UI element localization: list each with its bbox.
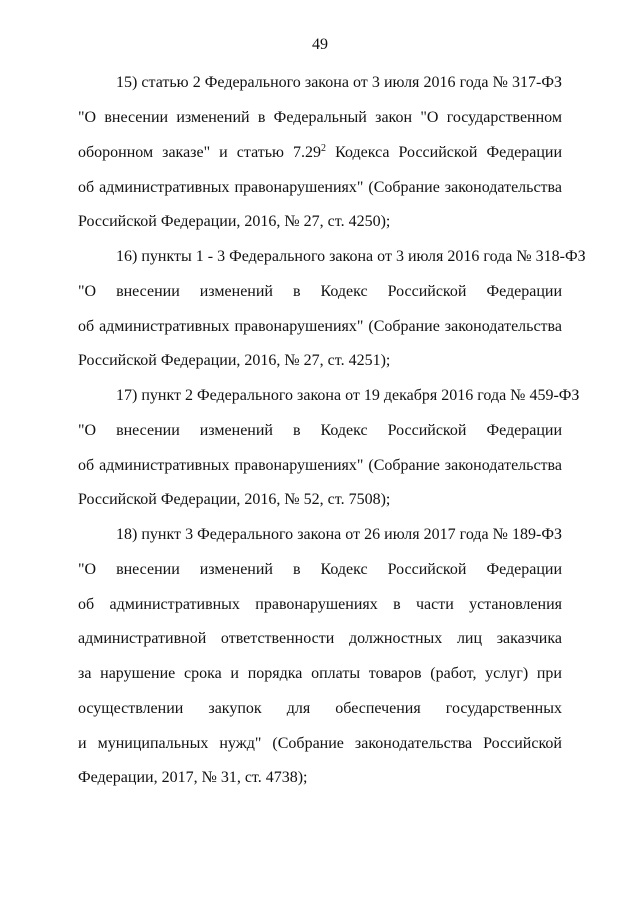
item-18-line-3: об административных правонарушениях в части установления [78, 596, 562, 613]
item-18-line-5: за нарушение срока и порядка оплаты товаров (работ, услуг) при [78, 665, 562, 682]
item-17-line-4: Российской Федерации, 2016, № 52, ст. 7508); [78, 491, 391, 508]
item-15-line-3-tail: Кодекса Российской Федерации [326, 144, 563, 161]
item-18-line-2: "О внесении изменений в Кодекс Российской Федерации [78, 561, 562, 578]
item-16-line-3: об административных правонарушениях" (Собрание законодательства [78, 318, 562, 335]
item-18-line-7: и муниципальных нужд" (Собрание законодательства Российской [78, 735, 562, 752]
item-18-line-6: осуществлении закупок для обеспечения государственных [78, 700, 562, 717]
item-15-line-4: об административных правонарушениях" (Собрание законодательства [78, 179, 562, 196]
item-16-line-2: "О внесении изменений в Кодекс Российской Федерации [78, 283, 562, 300]
item-15-line-1: 15) статью 2 Федерального закона от 3 июля 2016 года № 317-ФЗ [116, 74, 562, 91]
item-16-line-1: 16) пункты 1 - 3 Федерального закона от 3 июля 2016 года № 318-ФЗ [116, 248, 586, 265]
page-number: 49 [312, 36, 328, 53]
item-15-line-5: Российской Федерации, 2016, № 27, ст. 4250); [78, 213, 391, 230]
item-17-line-2: "О внесении изменений в Кодекс Российской Федерации [78, 422, 562, 439]
item-17-line-1: 17) пункт 2 Федерального закона от 19 декабря 2016 года № 459-ФЗ [116, 387, 580, 404]
item-15-line-3 [78, 143, 562, 163]
item-15-line-2: "О внесении изменений в Федеральный закон "О государственном [78, 109, 562, 126]
item-18-line-1: 18) пункт 3 Федерального закона от 26 июля 2017 года № 189-ФЗ [116, 526, 562, 543]
superscript: 2 [321, 143, 327, 154]
item-17-line-3: об административных правонарушениях" (Собрание законодательства [78, 457, 562, 474]
item-16-line-4: Российской Федерации, 2016, № 27, ст. 4251); [78, 352, 391, 369]
item-18-line-4: административной ответственности должностных лиц заказчика [78, 630, 562, 647]
item-15-line-3-head: оборонном заказе" и статью 7.29 [78, 144, 322, 161]
item-18-line-8: Федерации, 2017, № 31, ст. 4738); [78, 769, 308, 786]
